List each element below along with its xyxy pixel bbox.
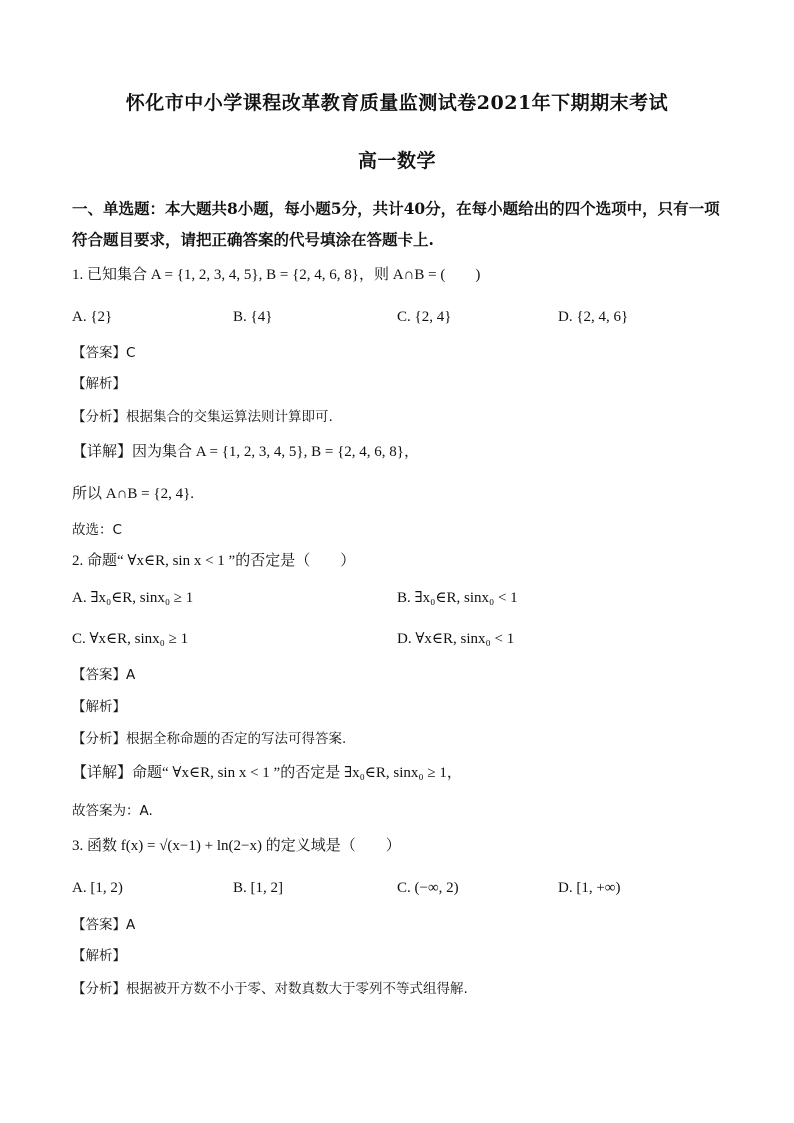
q3-option-b: B. [1, 2] (233, 880, 283, 896)
q1-jiexi: 【解析】 (72, 376, 126, 392)
q3-option-c: C. (−∞, 2) (397, 880, 459, 896)
q3-answer: 【答案】A (72, 917, 136, 933)
q1-option-d: D. {2, 4, 6} (558, 309, 629, 325)
q2-stem: 2. 命题“ ∀x∈R, sin x < 1 ”的否定是（ ） (72, 553, 356, 569)
q1-option-a: A. {2} (72, 309, 113, 325)
q2-option-d: D. ∀x∈R, sinx₀ < 1 (397, 631, 515, 647)
q2-analysis: 【分析】根据全称命题的否定的写法可得答案. (72, 731, 347, 747)
q1-therefore: 所以 A∩B = {2, 4}. (72, 486, 195, 502)
q3-stem: 3. 函数 f(x) = √(x−1) + ln(2−x) 的定义域是（ ） (72, 838, 401, 854)
q2-option-c: C. ∀x∈R, sinx₀ ≥ 1 (72, 631, 189, 647)
q2-option-a: A. ∃x₀∈R, sinx₀ ≥ 1 (72, 590, 194, 606)
q1-detail: 【详解】因为集合 A = {1, 2, 3, 4, 5}, B = {2, 4, 6, 8}， (72, 444, 419, 460)
exam-subtitle: 高一数学 (357, 150, 436, 172)
q1-conclusion: 故选：C (72, 522, 122, 538)
q1-option-c: C. {2, 4} (397, 309, 452, 325)
q1-answer: 【答案】C (72, 345, 136, 361)
q2-jiexi: 【解析】 (72, 699, 126, 715)
q1-option-b: B. {4} (233, 309, 273, 325)
exam-title: 怀化市中小学课程改革教育质量监测试卷2021年下期期末考试 (125, 92, 669, 114)
q2-detail: 【详解】命题“ ∀x∈R, sin x < 1 ”的否定是 ∃x₀∈R, sinx₀ ≥ 1， (72, 765, 462, 781)
q2-conclusion: 故答案为：A. (72, 803, 153, 819)
q1-stem: 1. 已知集合 A = {1, 2, 3, 4, 5}, B = {2, 4, 6, 8}，则 A∩B = ( ) (72, 267, 481, 283)
q1-analysis: 【分析】根据集合的交集运算法则计算即可. (72, 409, 333, 425)
q2-option-b: B. ∃x₀∈R, sinx₀ < 1 (397, 590, 518, 606)
q2-answer: 【答案】A (72, 667, 136, 683)
q3-option-a: A. [1, 2) (72, 880, 123, 896)
q3-analysis: 【分析】根据被开方数不小于零、对数真数大于零列不等式组得解. (72, 981, 468, 997)
q3-jiexi: 【解析】 (72, 948, 126, 964)
section-heading: 一、单选题：本大题共8小题，每小题5分，共计40分，在每小题给出的四个选项中，只有一项符合题目要求，请把正确答案的代号填涂在答题卡上. (72, 199, 720, 249)
q3-option-d: D. [1, +∞) (558, 880, 621, 896)
